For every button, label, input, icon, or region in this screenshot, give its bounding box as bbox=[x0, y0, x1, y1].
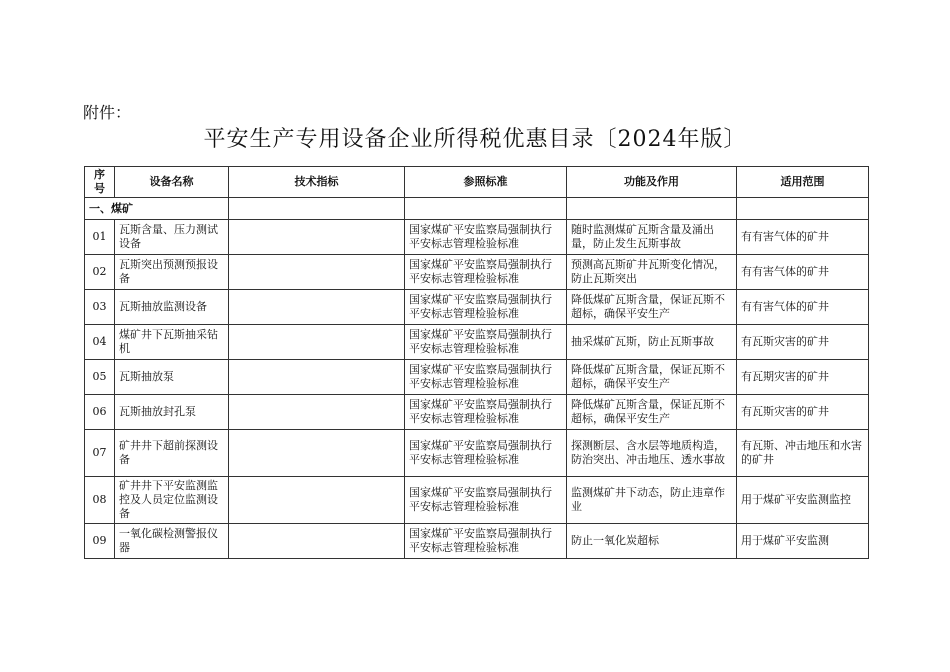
table-row bbox=[85, 255, 869, 290]
table-row bbox=[85, 524, 869, 559]
table-row bbox=[85, 430, 869, 477]
row-name: 瓦斯抽放封孔泵 bbox=[115, 395, 229, 430]
row-function: 降低煤矿瓦斯含量，保证瓦斯不超标，确保平安生产 bbox=[567, 290, 737, 325]
row-spec bbox=[229, 220, 405, 255]
section-row bbox=[85, 198, 869, 220]
row-no: 08 bbox=[85, 477, 115, 524]
row-function: 降低煤矿瓦斯含量，保证瓦斯不超标，确保平安生产 bbox=[567, 360, 737, 395]
row-scope: 有有害气体的矿井 bbox=[737, 220, 869, 255]
section-empty bbox=[405, 198, 567, 220]
row-no: 04 bbox=[85, 325, 115, 360]
row-name: 瓦斯抽放泵 bbox=[115, 360, 229, 395]
row-scope: 有瓦期灾害的矿井 bbox=[737, 360, 869, 395]
row-no: 01 bbox=[85, 220, 115, 255]
header-name: 设备名称 bbox=[115, 167, 229, 198]
header-spec: 技术指标 bbox=[229, 167, 405, 198]
row-standard: 国家煤矿平安监察局强制执行平安标志管理检验标准 bbox=[405, 395, 567, 430]
section-empty bbox=[737, 198, 869, 220]
row-no: 09 bbox=[85, 524, 115, 559]
row-scope: 用于煤矿平安监测监控 bbox=[737, 477, 869, 524]
row-scope: 有瓦斯灾害的矿井 bbox=[737, 395, 869, 430]
row-function: 抽采煤矿瓦斯，防止瓦斯事故 bbox=[567, 325, 737, 360]
attachment-label: 附件： bbox=[83, 103, 132, 122]
row-spec bbox=[229, 395, 405, 430]
row-spec bbox=[229, 325, 405, 360]
row-standard: 国家煤矿平安监察局强制执行平安标志管理检验标准 bbox=[405, 325, 567, 360]
row-name: 瓦斯突出预测预报设备 bbox=[115, 255, 229, 290]
table-row bbox=[85, 290, 869, 325]
row-standard: 国家煤矿平安监察局强制执行平安标志管理检验标准 bbox=[405, 255, 567, 290]
table-row bbox=[85, 325, 869, 360]
row-spec bbox=[229, 430, 405, 477]
table-header-row bbox=[85, 167, 869, 198]
row-name: 矿井井下超前探测设备 bbox=[115, 430, 229, 477]
table-row bbox=[85, 477, 869, 524]
row-function: 监测煤矿井下动态，防止违章作业 bbox=[567, 477, 737, 524]
row-standard: 国家煤矿平安监察局强制执行平安标志管理检验标准 bbox=[405, 524, 567, 559]
row-no: 05 bbox=[85, 360, 115, 395]
row-no: 03 bbox=[85, 290, 115, 325]
row-name: 煤矿井下瓦斯抽采钻机 bbox=[115, 325, 229, 360]
row-spec bbox=[229, 477, 405, 524]
equipment-table bbox=[84, 166, 869, 559]
row-function: 随时监测煤矿瓦斯含量及涌出量，防止发生瓦斯事故 bbox=[567, 220, 737, 255]
table-row bbox=[85, 360, 869, 395]
header-no: 序号 bbox=[85, 167, 115, 198]
section-empty bbox=[229, 198, 405, 220]
row-function: 防止一氧化炭超标 bbox=[567, 524, 737, 559]
row-standard: 国家煤矿平安监察局强制执行平安标志管理检验标准 bbox=[405, 220, 567, 255]
section-empty bbox=[567, 198, 737, 220]
row-name: 一氧化碳检测警报仪器 bbox=[115, 524, 229, 559]
row-scope: 用于煤矿平安监测 bbox=[737, 524, 869, 559]
header-scope: 适用范围 bbox=[737, 167, 869, 198]
table-row bbox=[85, 395, 869, 430]
row-function: 探测断层、含水层等地质构造，防治突出、冲击地压、透水事故 bbox=[567, 430, 737, 477]
row-name: 瓦斯含量、压力测试设备 bbox=[115, 220, 229, 255]
row-no: 06 bbox=[85, 395, 115, 430]
row-spec bbox=[229, 255, 405, 290]
header-standard: 参照标准 bbox=[405, 167, 567, 198]
row-scope: 有瓦斯、冲击地压和水害的矿井 bbox=[737, 430, 869, 477]
row-standard: 国家煤矿平安监察局强制执行平安标志管理检验标准 bbox=[405, 360, 567, 395]
section-title: 一、煤矿 bbox=[85, 198, 229, 220]
table-row bbox=[85, 220, 869, 255]
row-scope: 有有害气体的矿井 bbox=[737, 290, 869, 325]
row-function: 预测高瓦斯矿井瓦斯变化情况，防止瓦斯突出 bbox=[567, 255, 737, 290]
row-scope: 有有害气体的矿井 bbox=[737, 255, 869, 290]
row-spec bbox=[229, 524, 405, 559]
row-standard: 国家煤矿平安监察局强制执行平安标志管理检验标准 bbox=[405, 430, 567, 477]
header-function: 功能及作用 bbox=[567, 167, 737, 198]
row-standard: 国家煤矿平安监察局强制执行平安标志管理检验标准 bbox=[405, 290, 567, 325]
row-scope: 有瓦斯灾害的矿井 bbox=[737, 325, 869, 360]
page-title: 平安生产专用设备企业所得税优惠目录〔2024年版〕 bbox=[203, 127, 747, 152]
row-standard: 国家煤矿平安监察局强制执行平安标志管理检验标准 bbox=[405, 477, 567, 524]
row-name: 矿井井下平安监测监控及人员定位监测设备 bbox=[115, 477, 229, 524]
row-no: 07 bbox=[85, 430, 115, 477]
row-no: 02 bbox=[85, 255, 115, 290]
row-name: 瓦斯抽放监测设备 bbox=[115, 290, 229, 325]
row-spec bbox=[229, 360, 405, 395]
row-spec bbox=[229, 290, 405, 325]
row-function: 降低煤矿瓦斯含量，保证瓦斯不超标，确保平安生产 bbox=[567, 395, 737, 430]
